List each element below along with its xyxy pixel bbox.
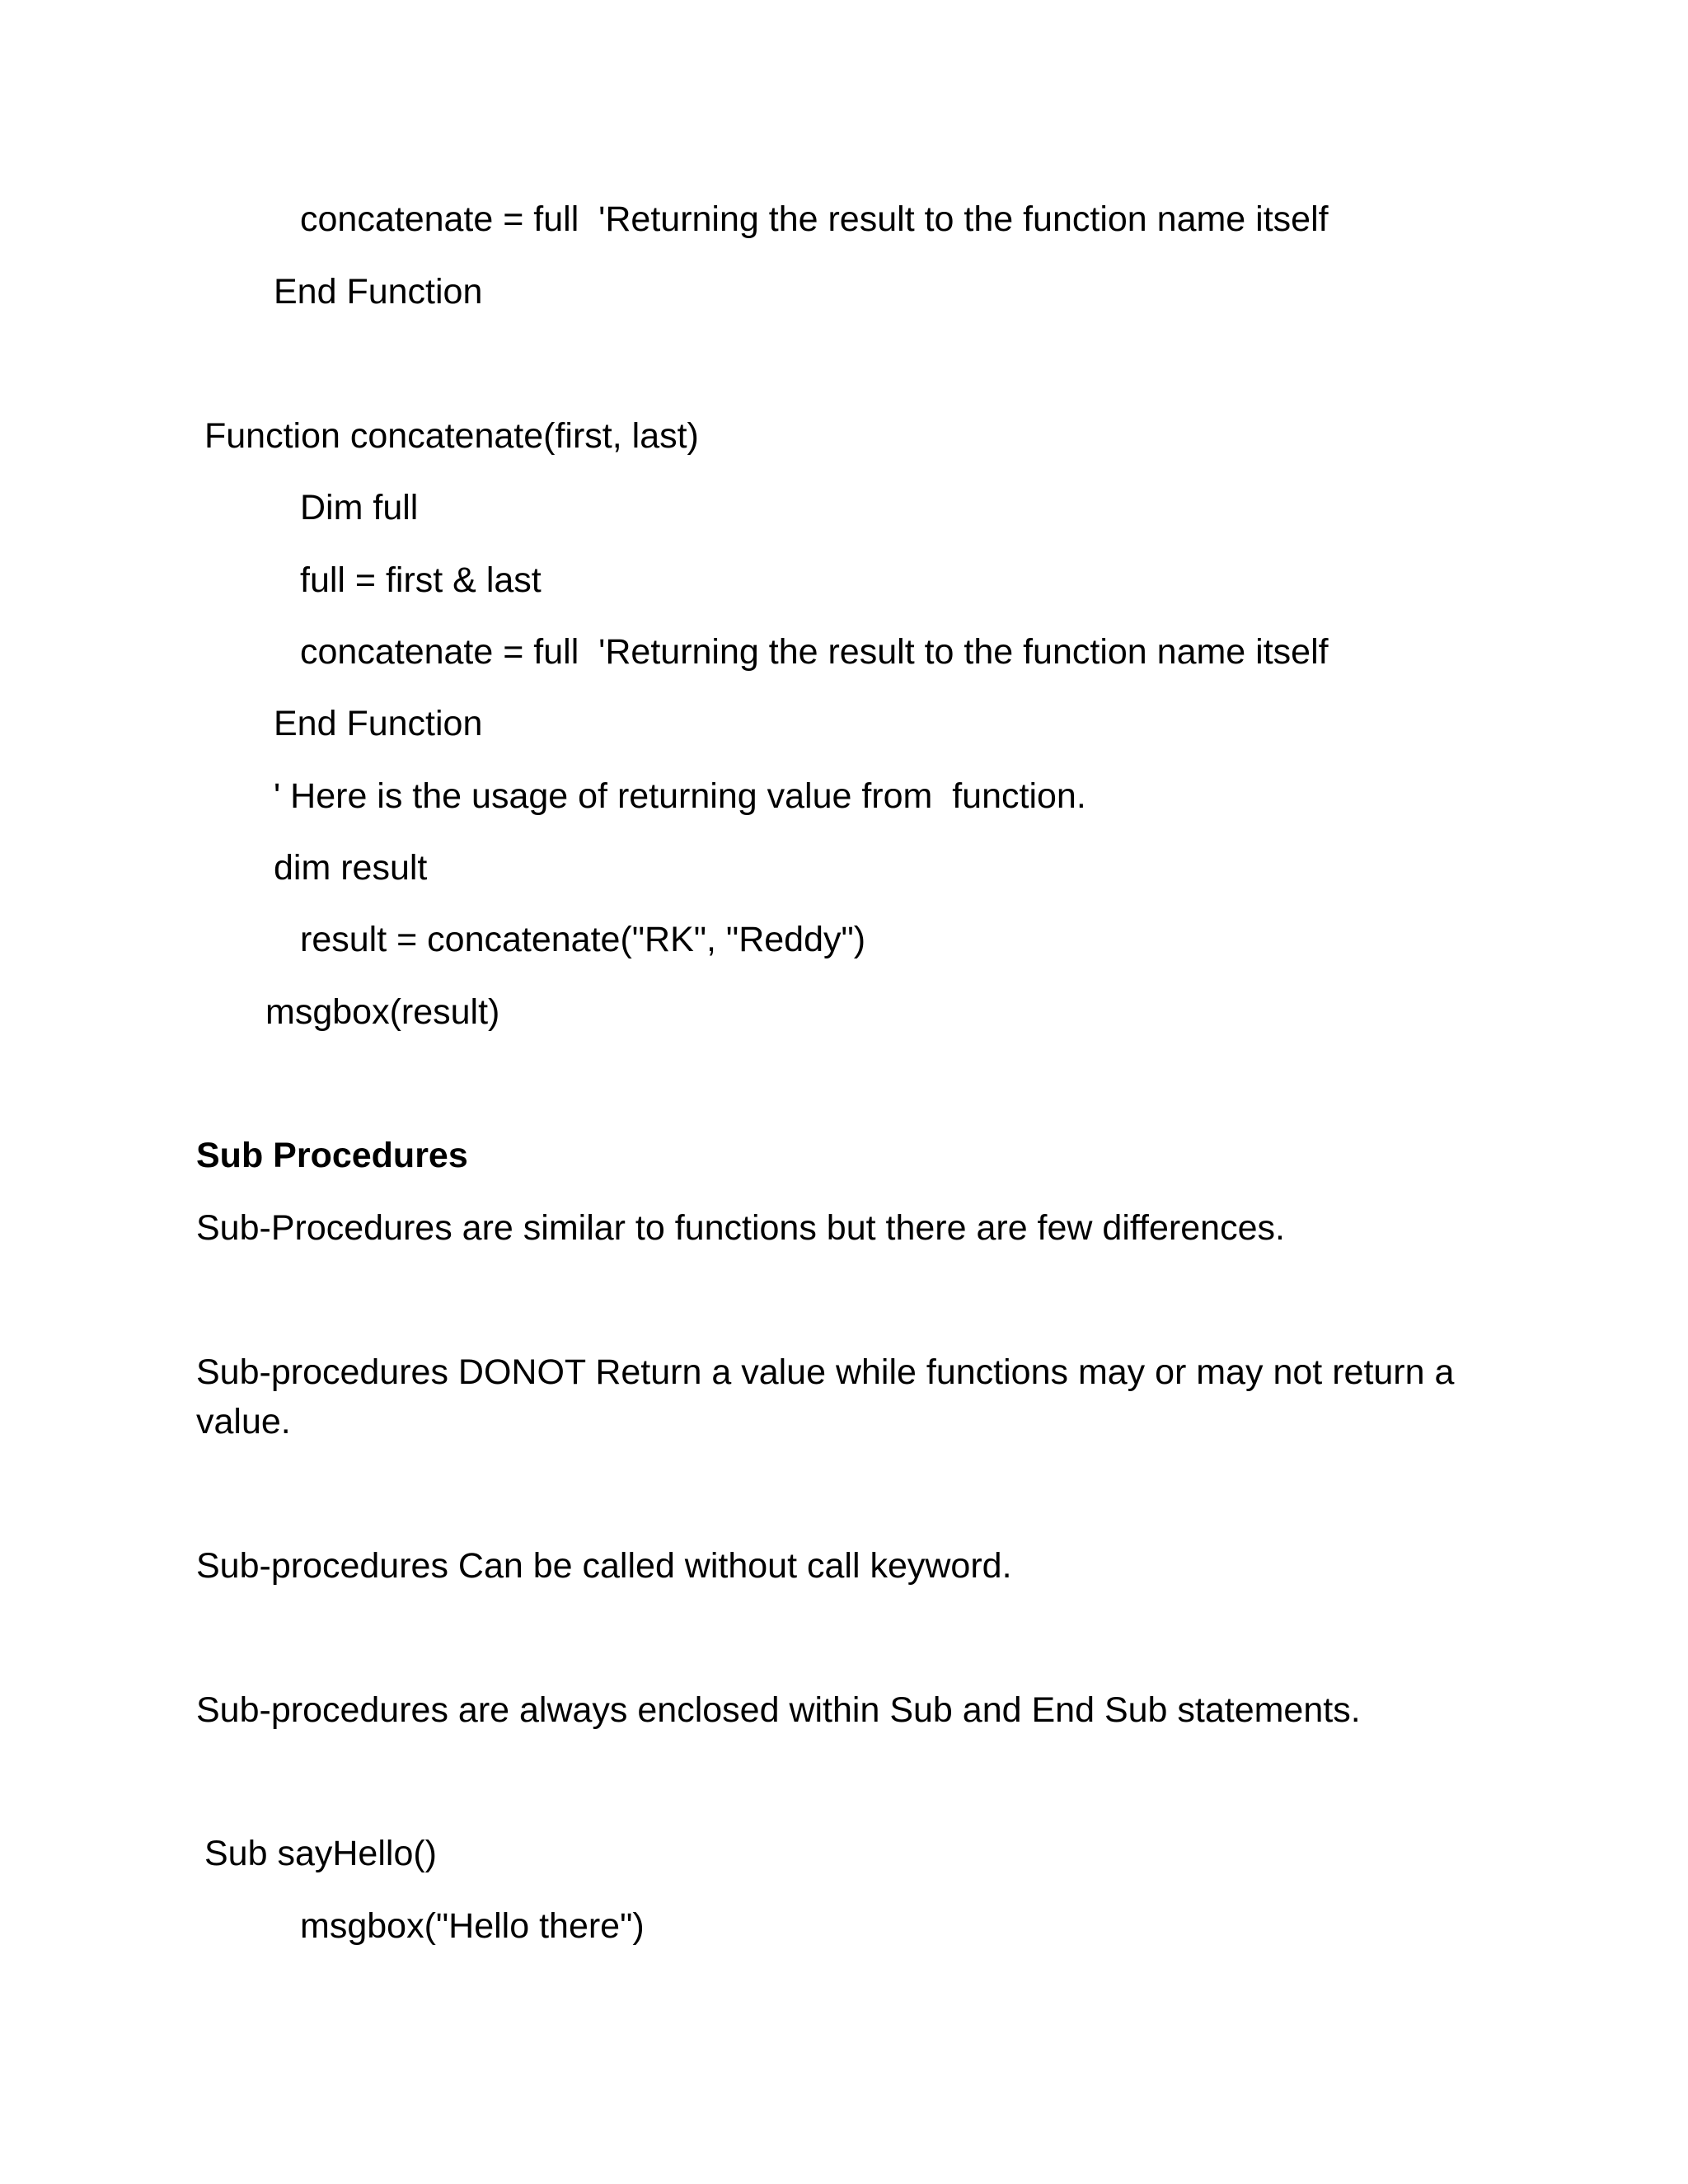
code-line: Sub sayHello() — [204, 1834, 437, 1873]
code-line: End Function — [274, 704, 483, 743]
code-line: concatenate = full 'Returning the result to the function name itself — [300, 199, 1329, 239]
code-line: msgbox(result) — [265, 992, 500, 1032]
code-line: dim result — [274, 848, 428, 888]
code-comment: ' Here is the usage of returning value from function. — [274, 776, 1086, 816]
code-line: Function concatenate(first, last) — [204, 416, 699, 456]
code-line: result = concatenate("RK", "Reddy") — [300, 920, 866, 959]
paragraph: Sub-procedures Can be called without call keyword. — [196, 1546, 1012, 1586]
code-line: msgbox("Hello there") — [300, 1906, 645, 1946]
paragraph: Sub-procedures are always enclosed within Sub and End Sub statements. — [196, 1690, 1361, 1730]
paragraph: Sub-procedures DONOT Return a value while functions may or may not return a — [196, 1352, 1455, 1392]
code-line: full = first & last — [300, 560, 542, 600]
code-line: concatenate = full 'Returning the result to the function name itself — [300, 632, 1329, 672]
paragraph: Sub-Procedures are similar to functions but there are few differences. — [196, 1208, 1285, 1248]
section-heading: Sub Procedures — [196, 1136, 468, 1175]
code-line: End Function — [274, 272, 483, 312]
paragraph: value. — [196, 1402, 291, 1441]
code-line: Dim full — [300, 488, 419, 527]
